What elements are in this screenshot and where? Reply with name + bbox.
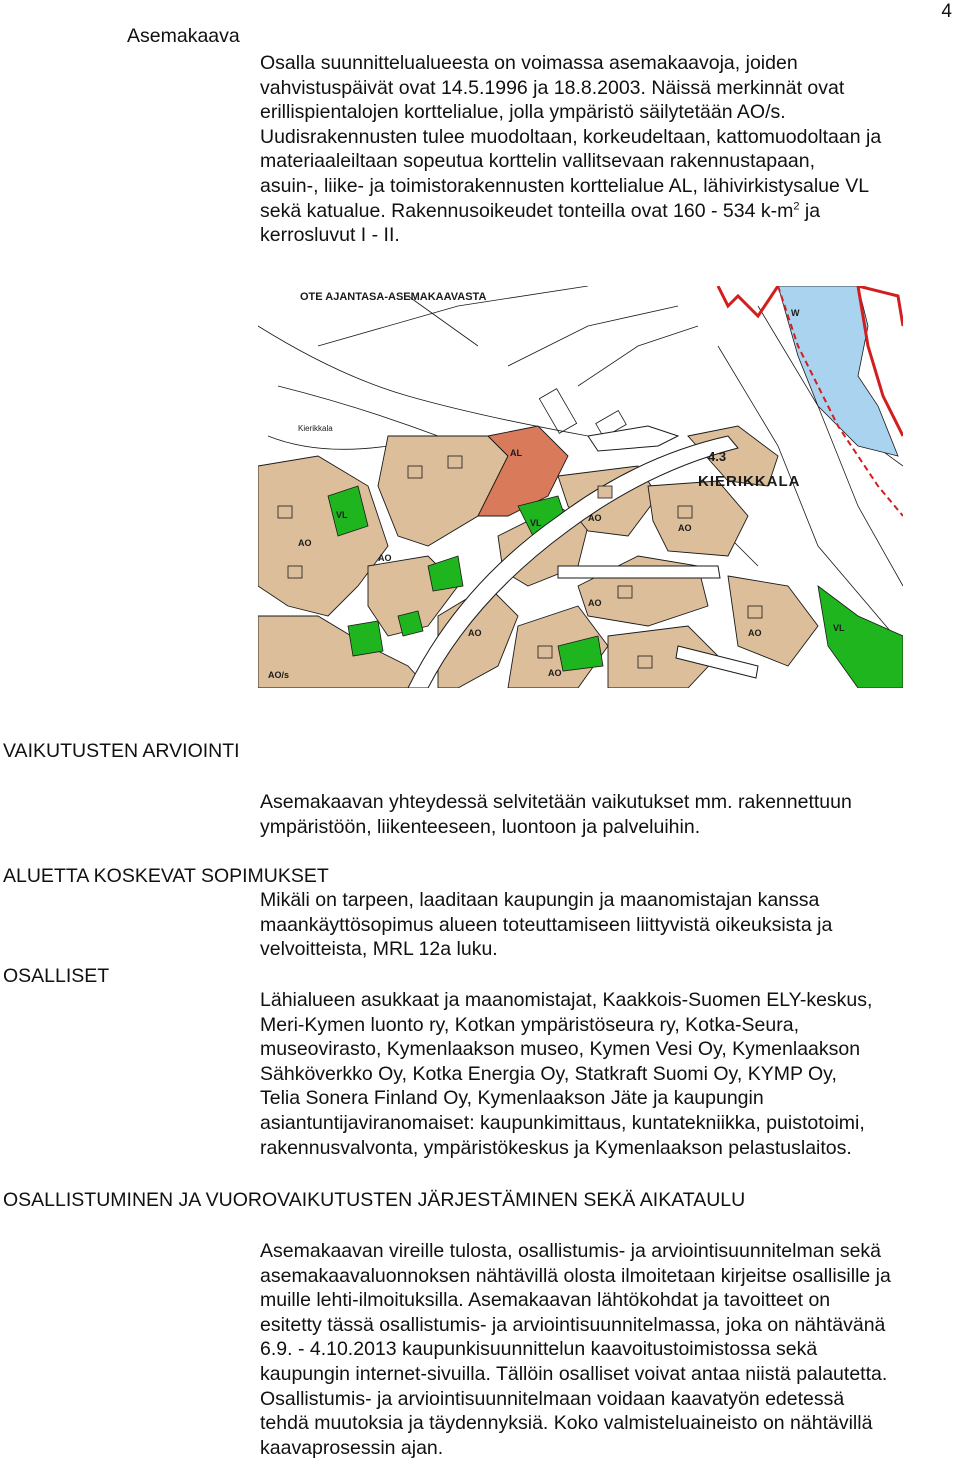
zone-label: AO	[548, 668, 562, 678]
zone-label: AO	[588, 598, 602, 608]
superscript: 2	[793, 200, 800, 213]
text-line: muille lehti-ilmoituksilla. Asemakaavan lähtökohdat ja tavoitteet on	[260, 1289, 831, 1312]
zone-label: 4.3	[708, 449, 727, 464]
zone-label: VL	[336, 510, 348, 520]
text-line: 6.9. - 4.10.2013 kaupunkisuunnittelun kaavoitustoimistossa sekä	[260, 1338, 818, 1361]
text-line: maankäyttösopimus alueen toteuttamiseen liittyvistä oikeuksista ja	[260, 913, 833, 936]
heading-osalliset: OSALLISET	[3, 965, 110, 987]
heading-vaikutusten-arviointi: VAIKUTUSTEN ARVIOINTI	[3, 740, 240, 762]
text-line: velvoitteista, MRL 12a luku.	[260, 938, 498, 961]
paragraph-osalliset	[260, 988, 960, 1160]
zoning-map-excerpt	[258, 286, 903, 688]
text-line: rakennusvalvonta, ympäristökeskus ja Kymenlaakson pelastuslaitos.	[260, 1136, 852, 1159]
zone-label: AO	[678, 523, 692, 533]
zone-label: AO	[588, 513, 602, 523]
text-line: Osalla suunnittelualueesta on voimassa asemakaavoja, joiden	[260, 52, 798, 74]
paragraph-vaikutusten-arviointi	[260, 790, 960, 839]
zone-label: W	[791, 308, 800, 318]
map-place-label: Kierikkala	[298, 424, 333, 433]
building-outline	[539, 389, 576, 434]
paragraph-sopimukset	[260, 888, 960, 962]
text-line: erillispientalojen korttelialue, jolla ympäristö säilytetään AO/s.	[260, 101, 786, 124]
text-line: Mikäli on tarpeen, laaditaan kaupungin ja maanomistajan kanssa	[260, 889, 820, 911]
paragraph-asemakaava	[260, 51, 960, 248]
page-number: 4	[941, 1, 952, 22]
text-line: ympäristöön, liikenteeseen, luontoon ja palveluihin.	[260, 815, 701, 838]
text-line: Telia Sonera Finland Oy, Kymenlaakson Jäte ja kaupungin	[260, 1087, 764, 1110]
zoning-map	[258, 286, 903, 688]
text-line: Lähialueen asukkaat ja maanomistajat, Kaakkois-Suomen ELY-keskus,	[260, 989, 873, 1011]
text-line: Osallistumis- ja arviointisuunnitelmaan voidaan kaavatyön edetessä	[260, 1387, 845, 1410]
heading-osallistuminen: OSALLISTUMINEN JA VUOROVAIKUTUSTEN JÄRJESTÄMINEN SEKÄ AIKATAULU	[3, 1189, 746, 1211]
text-line: museovirasto, Kymenlaakson museo, Kymen Vesi Oy, Kymenlaakson	[260, 1038, 861, 1061]
text-line: asuin-, liike- ja toimistorakennusten korttelialue AL, lähivirkistysalue VL	[260, 174, 870, 197]
text-line: esitetty tässä osallistumis- ja arviointisuunnitelmassa, joka on nähtävänä	[260, 1313, 886, 1336]
text-line: Sähköverkko Oy, Kotka Energia Oy, Statkraft Suomi Oy, KYMP Oy,	[260, 1062, 837, 1085]
zone-label: VL	[530, 518, 542, 528]
zone-label: AL	[510, 448, 522, 458]
text-line: materiaaleiltaan sopeutua korttelin vallitsevaan rakennustapaan,	[260, 150, 816, 173]
text-line: kerrosluvut I - II.	[260, 224, 400, 247]
text-line: Asemakaavan vireille tulosta, osallistumis- ja arviointisuunnitelman sekä	[260, 1240, 882, 1262]
zone-label: AO	[748, 628, 762, 638]
text-line: asiantuntijaviranomaiset: kaupunkimittaus, kuntatekniikka, puistotoimi,	[260, 1111, 865, 1134]
text-line: asemakaavaluonnoksen nähtävillä olosta ilmoitetaan kirjeitse osallisille ja	[260, 1264, 891, 1287]
zone-label: AO	[378, 553, 392, 563]
text-fragment: ja	[799, 199, 821, 222]
heading-sopimukset: ALUETTA KOSKEVAT SOPIMUKSET	[3, 865, 329, 887]
map-place-name: KIERIKKALA	[698, 473, 801, 490]
text-line: kaupungin internet-sivuilla. Tällöin osalliset voivat antaa niistä palautetta.	[260, 1362, 888, 1385]
text-line	[260, 199, 960, 224]
zone-label: VL	[833, 623, 845, 633]
text-fragment: sekä katualue. Rakennusoikeudet tonteilla ovat 160 - 534 k-m	[260, 199, 794, 222]
text-line: tehdä muutoksia ja täydennyksiä. Koko valmisteluaineisto on nähtävillä	[260, 1412, 873, 1435]
zone-label: AO	[468, 628, 482, 638]
text-line: Uudisrakennusten tulee muodoltaan, korkeudeltaan, kattomuodoltaan ja	[260, 125, 882, 148]
text-line: Asemakaavan yhteydessä selvitetään vaikutukset mm. rakennettuun	[260, 791, 852, 813]
zone-label: AO/s	[268, 670, 290, 680]
text-line: Meri-Kymen luonto ry, Kotkan ympäristöseura ry, Kotka-Seura,	[260, 1013, 799, 1036]
text-line: vahvistuspäivät ovat 14.5.1996 ja 18.8.2003. Näissä merkinnät ovat	[260, 76, 845, 99]
text-line: kaavaprosessin ajan.	[260, 1436, 444, 1459]
paragraph-osallistuminen	[260, 1239, 960, 1460]
heading-asemakaava: Asemakaava	[127, 25, 240, 47]
map-title: OTE AJANTASA-ASEMAKAAVASTA	[300, 291, 487, 303]
zone-label: AO	[298, 538, 312, 548]
